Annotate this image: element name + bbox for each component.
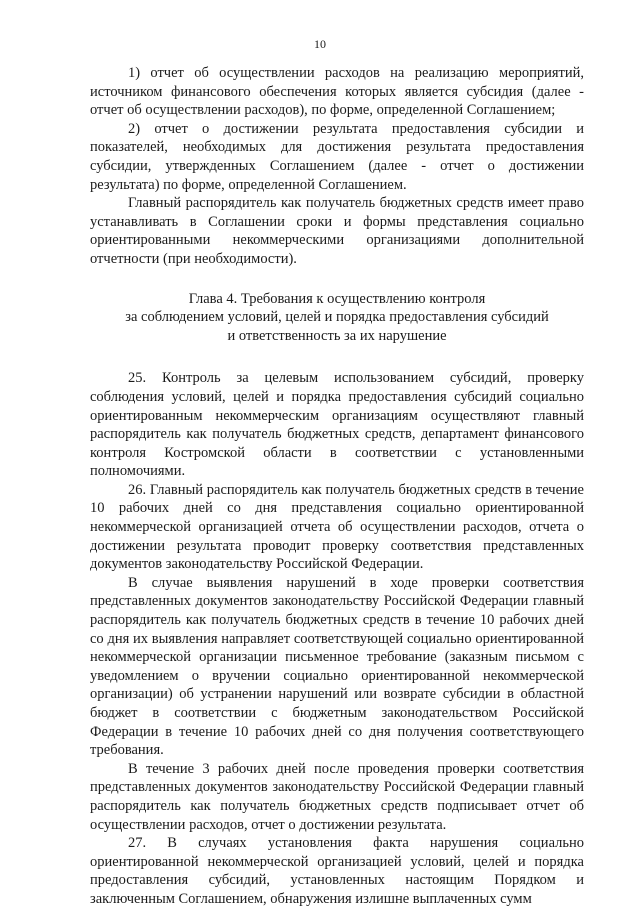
chapter-heading-line: Глава 4. Требования к осуществлению контроля — [188, 290, 486, 307]
paragraph-report-expenses: 1) отчет об осуществлении расходов на реализацию мероприятий, источником финансового обеспечения которых является субсидия (далее - отчет об осуществлении расходов), по форме, определенной Соглашением; — [90, 65, 584, 119]
paragraph-25: 25. Контроль за целевым использованием субсидий, проверку соблюдения условий, целей и порядка предоставления субсидий социально ориентированным некоммерческим организациям осуществляют главный распорядитель как получатель бюджетных средств, департамент финансового контроля Костромской области в соответствии с установленными полномочиями. — [90, 370, 584, 480]
chapter-heading-line: за соблюдением условий, целей и порядка предоставления субсидий — [125, 309, 549, 326]
paragraph-26: 26. Главный распорядитель как получатель бюджетных средств в течение 10 рабочих дней со дня представления социально ориентированной некоммерческой организацией отчета об осуществлении расходов, отчета о достижении результата проводит проверку соответствия представленных документов законодательству Российской Федерации. — [90, 481, 584, 573]
paragraph-violations: В случае выявления нарушений в ходе проверки соответствия представленных документов законодательству Российской Федерации главный распорядитель как получатель бюджетных средств в течение 10 рабочих дней со дня их выявления направляет соответствующей социально ориентированной некоммерческой организации письменное требование (заказным письмом с уведомлением о вручении социально ориентированной некоммерческой организации) об устранении нарушений или возврате субсидии в областной бюджет в соответствии с бюджетным законодательством Российской Федерации в течение 10 рабочих дней со дня получения соответствующего требования. — [90, 574, 584, 759]
document-body — [90, 64, 584, 909]
paragraph-27: 27. В случаях установления факта нарушения социально ориентированной некоммерческой организацией условий, целей и порядка предоставления субсидий, установленных настоящим Порядком и заключенным Соглашением, обнаружения излишне выплаченных сумм — [90, 835, 584, 907]
chapter-heading — [90, 290, 584, 346]
paragraph-additional-reporting: Главный распорядитель как получатель бюджетных средств имеет право устанавливать в Соглашении сроки и формы представления социально ориентированными некоммерческими организациями дополнительной отчетности (при необходимости). — [90, 195, 584, 267]
paragraph-signing: В течение 3 рабочих дней после проведения проверки соответствия представленных документов законодательству Российской Федерации главный распорядитель как получатель бюджетных средств подписывает отчет об осуществлении расходов, отчет о достижении результата. — [90, 760, 584, 833]
page-number: 10 — [314, 37, 326, 51]
paragraph-report-result: 2) отчет о достижении результата предоставления субсидии и показателей, необходимых для достижения результата предоставления субсидии, утвержденных Соглашением (далее - отчет о достижении результата) по форме, определенной Соглашением. — [90, 120, 584, 193]
chapter-heading-line: и ответственность за их нарушение — [227, 327, 447, 344]
